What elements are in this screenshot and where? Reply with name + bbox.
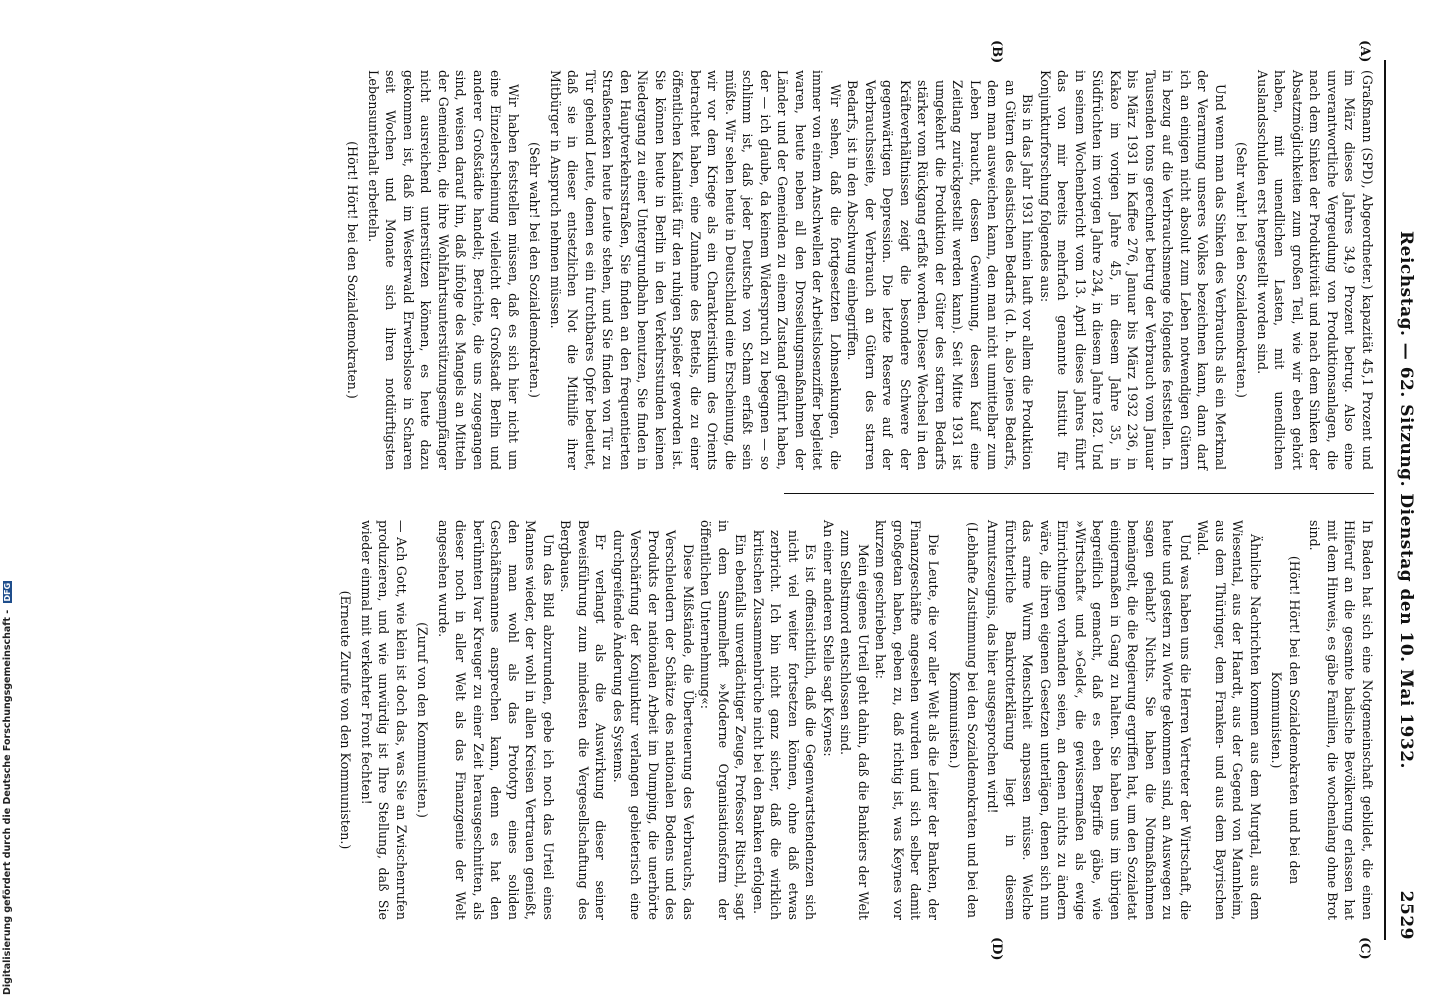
quotation: Mein eigenes Urteil geht dahin, daß die Bankiers der Welt zum Selbstmord entschlossen sind.: [838, 530, 871, 920]
margin-marker-b: (B): [989, 40, 1004, 64]
margin-marker-a: (A): [1357, 40, 1372, 63]
margin-marker-c: (C): [1357, 937, 1372, 960]
page-number: 2529: [1396, 890, 1416, 940]
page-header: [1384, 60, 1424, 940]
interjection: (Erneute Zurufe von den Kommunisten.): [338, 590, 354, 850]
interjection: (Hört! Hört! bei den Sozialdemokraten.): [345, 141, 361, 399]
quotation: Es ist offensichtlich, daß die Gegenwartstendenzen sich nicht viel weiter fortsetzen können, ohne daß etwas zerbricht. Ich bin nicht ganz sicher, daß die wirklich kritischen Zusammenbrüche nicht bei den Banken erfolgen.: [751, 530, 819, 920]
right-column: [333, 520, 1376, 920]
paragraph: Wir haben feststellen müssen, daß es sich hier nicht um eine Einzelerscheinung vielleicht der Großstadt Berlin und anderer Großstädte handelt; Berichte, die uns zugegangen sind, weisen darauf hin, daß infolge des Mangels an Mitteln der Gemeinden, die ihre Wohlfahrtsunterstützungsempfänger nicht ausreichend unterstützen können, es heute dazu gekommen ist, daß im Westerwald Erwerbslose in Scharen seit Wochen und Monate sich ihren notdürftigsten Lebensunterhalt erbetteln.: [366, 70, 521, 470]
digitization-note: [2, 581, 13, 995]
digitization-text: Digitalisierung gefördert durch die Deutsche Forschungsgemeinschaft -: [2, 609, 13, 995]
interjection: (Hört! Hört! bei den Sozialdemokraten und bei den Kommunisten.): [1269, 555, 1302, 885]
paragraph: Die Leute, die vor aller Welt als die Leiter der Banken, der Finanzgeschäfte angesehen wurden und sich selber damit großgetan haben, geben zu, daß richtig ist, was Keynes vor kurzem geschrieben hat:: [873, 520, 941, 920]
interjection: (Lebhafte Zustimmung bei den Sozialdemokraten und bei den Kommunisten.): [947, 521, 980, 919]
paragraph: Wir sehen, daß die fortgesetzten Lohnsenkungen, die immer von einem Anschwellen der Arbeitslosenziffer begleitet waren, heute neben all den Drosselungsmaßnahmen der Länder und der Gemeinden zu einem Zustand geführt haben, der — ich glaube, da keinem Widerspruch zu begegnen — so schlimm ist, daß jeder Deutsche von Scham erfaßt sein müßte. Wir sehen heute in Deutschland eine Erscheinung, die wir vor dem Kriege als ein Charakteristikum des Orients betrachtet haben, eine Zunahme des Bettels, die zu einer öffentlichen Kalamität für den ruhigen Spießer geworden ist. Sie können heute in Berlin in den Verkehrsstunden keinen Niedergang zu einer Untergrundbahn benutzen, Sie finden in den Hauptverkehrsstraßen, Sie finden an den frequentierten Straßenecken heute Leute stehen, und Sie finden von Tür zu Tür gehend Leute, denen es ein furchtbares Opfer bedeutet, daß sie in dieser entsetzlichen Not die Mithilfe ihrer Mitbürger in Anspruch nehmen müssen.: [548, 70, 843, 470]
paragraph: Um das Bild abzurunden, gebe ich noch das Urteil eines Mannes wieder, der wohl in allen Kreisen Vertrauen genießt, den man wohl als das Prototyp eines soliden Geschäftsmannes ansprechen kann, denn es hat den berühmten Ivar Kreuger zu einer Zeit herausgeschnitten, als dieser noch in aller Welt als das Finanzgenie der Welt angesehen wurde.: [436, 520, 556, 920]
quotation: Bis in das Jahr 1931 hinein lauft vor allem die Produktion an Gütern des elastischen Bedarfs (d. h. also jenes Bedarfs, dem man ausweichen kann, den man nicht unmittelbar zum Leben braucht, dessen Gewinnung, dessen Kauf eine Zeitlang zurückgestellt werden kann). Seit Mitte 1931 ist umgekehrt die Produktion der Güter des starren Bedarfs stärker vom Rückgang erfaßt worden. Dieser Wechsel in den Kräfteverhältnissen zeigt die besondere Schwere der gegenwärtigen Depression. Die letzte Reserve auf der Verbrauchsseite, der Verbrauch an Gütern des starren Bedarfs, ist in den Abschwung einbegriffen.: [845, 80, 1036, 470]
paragraph: An einer anderen Stelle sagt Keynes:: [821, 520, 836, 757]
left-column: [340, 70, 1376, 470]
dfg-logo: DFG: [3, 582, 12, 602]
paragraph: Und was haben uns die Herren Vertreter der Wirtschaft, die heute und gestern zu Worte gekommen sind, an Auswegen zu sagen gehabt? Nichts. Sie haben die Notmaßnahmen bemängelt, die die Regierung ergriffen hat, um den Sozialetat einigermaßen in Gang zu halten. Sie haben uns im übrigen begreiflich gemacht, daß es eben Begriffe gäbe, wie »Wirtschaft« und »Geld«, die gewissermaßen als ewige Einrichtungen vorhanden seien, an denen nichts zu ändern wäre, die ihren eigenen Gesetzen unterlägen, denen sich nun das arme Wurm Menschheit anpassen müsse. Welche fürchterliche Bankrotterklärung liegt in diesem Armutszeugnis, das hier ausgesprochen wird!: [985, 520, 1193, 920]
interjection: (Zuruf von den Kommunisten.): [415, 622, 431, 818]
paragraph: In Baden hat sich eine Notgemeinschaft gebildet, die einen Hilferuf an die gesamte badische Bevölkerung erlassen hat mit dem Hinweis, es gäbe Familien, die wochenlang ohne Brot sind.: [1307, 520, 1375, 920]
paragraph: Ein ebenfalls unverdächtiger Zeuge, Professor Ritschl, sagt in dem Sammelheft »Moderne Organisationsform der öffentlichen Unternehmung«:: [698, 520, 749, 920]
paragraph: Ähnliche Nachrichten kommen aus dem Murgtal, aus dem Wiesental, aus der Haardt, aus der Gegend von Mannheim, aus dem Thüringer, dem Franken- und aus dem Bayrischen Wald.: [1195, 520, 1263, 920]
paragraph: — Ach Gott, wie klein ist doch das, was Sie an Zwischenrufen produzieren, und wie unwürdig ist Ihre Stellung, daß Sie wieder einmal mit verkehrter Front fechten!: [359, 520, 409, 920]
margin-marker-d: (D): [989, 937, 1004, 961]
interjection: (Sehr wahr! bei den Sozialdemokraten.): [527, 142, 543, 398]
header-title: Reichstag. — 62. Sitzung. Dienstag den 10. Mai 1932.: [1396, 231, 1416, 769]
interjection: (Sehr wahr! bei den Sozialdemokraten.): [1234, 142, 1250, 398]
column-divider: [784, 493, 1374, 494]
paragraph: Er verlangt als die Auswirkung dieser seiner Beweisführung zum mindesten die Vergesellschaftung des Bergbaues.: [558, 520, 609, 920]
quotation: Diese Mißstände, die Überteuerung des Verbrauchs, das Verschleudern der Schätze des nationalen Bodens und des Produkts der nationalen Arbeit im Dumping, die unerhörte Verschärfung der Konjunktur verlangen gebieterisch eine durchgreifende Änderung des Systems.: [611, 530, 696, 920]
paragraph: (Graßmann (SPD), Abgeordneter.) kapazität 45,1 Prozent und im März dieses Jahres 34,9 Prozent betrug. Also eine unverantwortliche Vergeudung von Produktionsanlagen, die nach dem Sinken der Produktivität und nach dem Sinken der Absatzmöglichkeiten zum großen Teil, wie wir eben gehört haben, mit unendlichen Lasten, mit unendlichen Auslandsschulden erst hergestellt worden sind.: [1255, 70, 1375, 470]
paragraph: Und wenn man das Sinken des Verbrauchs als ein Merkmal der Verarmung unseres Volkes bezeichnen kann, dann darf ich an einigen nicht absolut zum Leben notwendigen Gütern in bezug auf die Verbrauchsmenge folgendes feststellen. In Tausenden tons gerechnet betrug der Verbrauch vom Januar bis März 1931 in Kaffee 276, Januar bis März 1932 236, in Kakao im vorigen Jahre 45, in diesem Jahre 35, in Südfrüchten im vorigen Jahre 234, in diesem Jahre 182. Und in seinem Wochenbericht vom 13. April dieses Jahres führt das von mir bereits mehrfach genannte Institut für Konjunkturforschung folgendes aus:: [1038, 70, 1228, 470]
